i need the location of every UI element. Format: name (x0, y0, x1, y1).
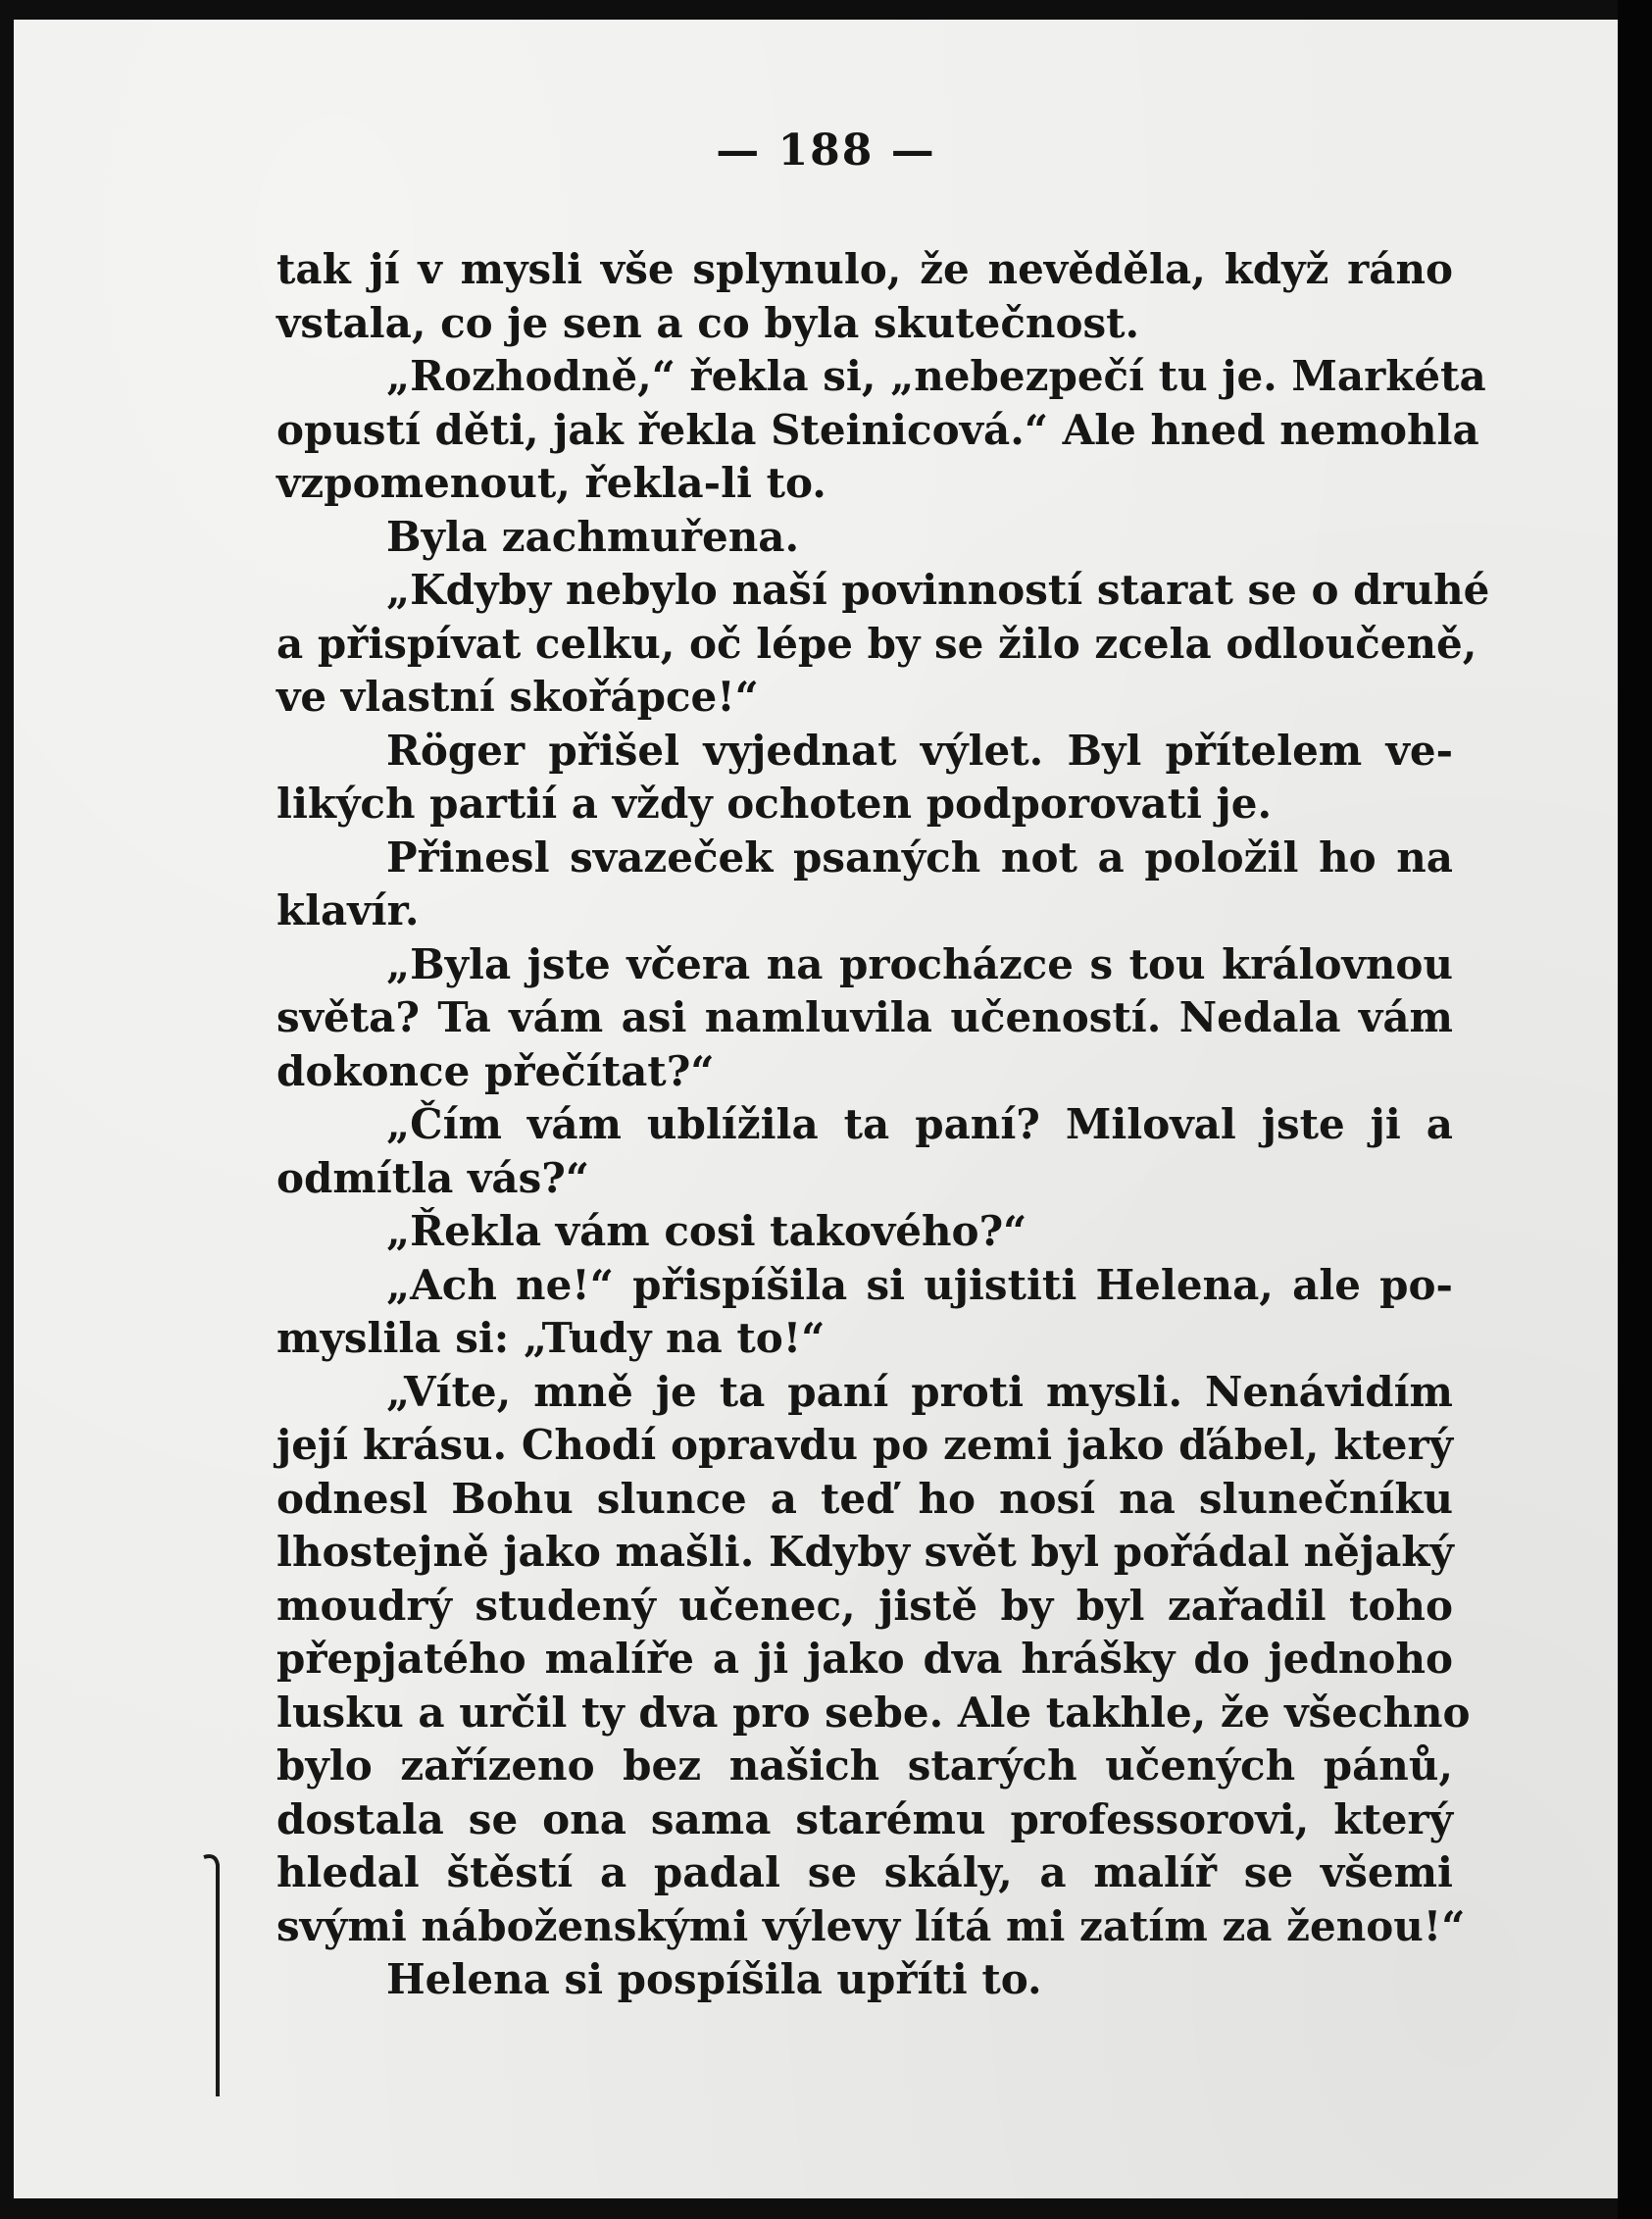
page-edge-shadow (1618, 0, 1652, 2219)
text-line: lusku a určil ty dva pro sebe. Ale takhle, že všechno (276, 1688, 1471, 1737)
text-line: klavír. (276, 886, 420, 934)
text-line: světa? Ta vám asi namluvila učeností. Nedala vám (276, 993, 1453, 1041)
text-line: dostala se ona sama starému professorovi, který (276, 1794, 1453, 1843)
text-line: odnesl Bohu slunce a teď ho nosí na slunečníku (276, 1474, 1453, 1523)
text-line: přepjatého malíře a ji jako dva hrášky do jednoho (276, 1635, 1453, 1683)
page-number: — 188 — (716, 126, 936, 176)
text-line: myslila si: „Tudy na to!“ (276, 1314, 826, 1362)
text-line: odmítla vás?“ (276, 1153, 589, 1202)
text-line: bylo zařízeno bez našich starých učených pánů, (276, 1741, 1453, 1790)
text-line: dokonce přečítat?“ (276, 1046, 715, 1095)
text-line: svými náboženskými výlevy lítá mi zatím za ženou!“ (276, 1901, 1466, 1950)
text-line: ve vlastní skořápce!“ (276, 673, 759, 721)
text-line: „Rozhodně,“ řekla si, „nebezpečí tu je. Markéta (386, 352, 1486, 400)
text-line: vzpomenout, řekla-li to. (276, 459, 826, 507)
text-line: moudrý studený učenec, jistě by byl zařadil toho (276, 1581, 1453, 1630)
text-line: „Ach ne!“ přispíšila si ujistiti Helena, ale po- (386, 1260, 1453, 1309)
text-line: a přispívat celku, oč lépe by se žilo zcela odloučeně, (276, 619, 1477, 668)
text-line: hledal štěstí a padal se skály, a malíř se všemi (276, 1848, 1453, 1896)
margin-mark (196, 1851, 235, 2106)
text-line: „Byla jste včera na procházce s tou královnou (386, 939, 1453, 988)
text-line: její krásu. Chodí opravdu po zemi jako ďábel, který (276, 1421, 1453, 1469)
text-line: Röger přišel vyjednat výlet. Byl přítelem ve- (386, 726, 1453, 775)
text-line: „Řekla vám cosi takového?“ (386, 1207, 1027, 1255)
text-line: opustí děti, jak řekla Steinicová.“ Ale hned nemohla (276, 405, 1479, 454)
text-line: Byla zachmuřena. (386, 512, 800, 561)
text-line: tak jí v mysli vše splynulo, že nevěděla, když ráno (276, 245, 1453, 293)
text-line: „Kdyby nebylo naší povinností starat se o druhé (386, 566, 1490, 614)
text-line: „Víte, mně je ta paní proti mysli. Nenávidím (386, 1367, 1453, 1416)
text-line: vstala, co je sen a co byla skutečnost. (276, 298, 1140, 347)
text-line: likých partií a vždy ochoten podporovati je. (276, 780, 1273, 828)
text-line: „Čím vám ublížila ta paní? Miloval jste ji a (386, 1100, 1453, 1148)
text-line: lhostejně jako mašli. Kdyby svět byl pořádal nějaký (276, 1528, 1454, 1576)
text-line: Přinesl svazeček psaných not a položil ho na (386, 832, 1453, 882)
page-text (276, 243, 1490, 2007)
text-line: Helena si pospíšila upříti to. (386, 1955, 1042, 2003)
